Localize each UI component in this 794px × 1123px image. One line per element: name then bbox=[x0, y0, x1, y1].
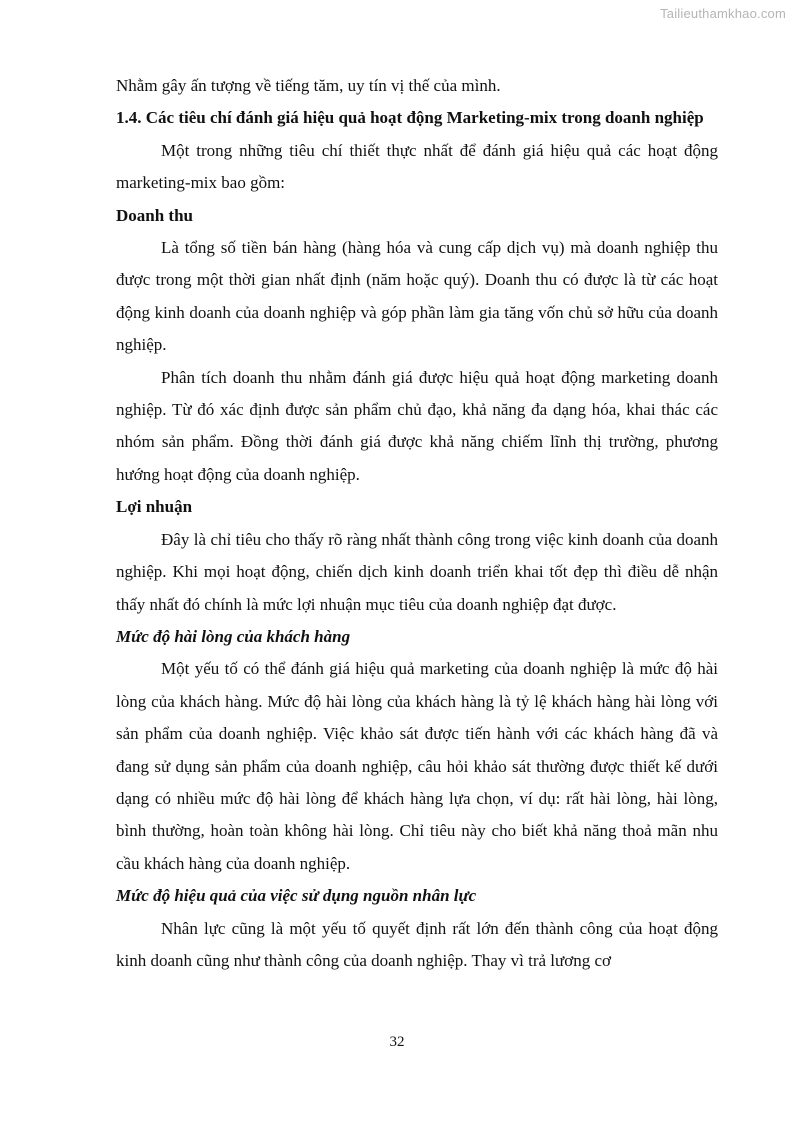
page-number: 32 bbox=[389, 1034, 405, 1050]
paragraph-doanh-thu-definition: Là tổng số tiền bán hàng (hàng hóa và cung cấp dịch vụ) mà doanh nghiệp thu được trong một thời gian nhất định (năm hoặc quý). Doanh thu có được là từ các hoạt động kinh doanh của doanh nghiệp và góp phần làm gia tăng vốn chủ sở hữu của doanh nghiệp. bbox=[116, 238, 718, 355]
paragraph-intro: Một trong những tiêu chí thiết thực nhất để đánh giá hiệu quả các hoạt động marketing-mix bao gồm: bbox=[116, 140, 718, 193]
subheading-loi-nhuan: Lợi nhuận bbox=[116, 497, 193, 517]
document-body bbox=[116, 70, 718, 977]
paragraph-human-resources: Nhân lực cũng là một yếu tố quyết định rất lớn đến thành công của hoạt động kinh doanh cũng như thành công của doanh nghiệp. Thay vì trả lương cơ bbox=[116, 918, 718, 970]
section-heading-1-4: 1.4. Các tiêu chí đánh giá hiệu quả hoạt động Marketing-mix trong doanh nghiệp bbox=[116, 108, 704, 128]
subheading-human-resources: Mức độ hiệu quả của việc sử dụng nguồn nhân lực bbox=[116, 886, 477, 906]
paragraph-continuation: Nhằm gây ấn tượng về tiếng tăm, uy tín vị thế của mình. bbox=[116, 76, 501, 95]
paragraph-doanh-thu-analysis: Phân tích doanh thu nhằm đánh giá được hiệu quả hoạt động marketing doanh nghiệp. Từ đó xác định được sản phẩm chủ đạo, khả năng đa dạng hóa, khai thác các nhóm sản phẩm. Đồng thời đánh giá được khả năng chiếm lĩnh thị trường, phương hướng hoạt động của doanh nghiệp. bbox=[116, 367, 718, 484]
paragraph-customer-satisfaction: Một yếu tố có thể đánh giá hiệu quả marketing của doanh nghiệp là mức độ hài lòng của khách hàng. Mức độ hài lòng của khách hàng là tỷ lệ khách hàng hài lòng với sản phẩm của doanh nghiệp. Việc khảo sát được tiến hành với các khách hàng đã và đang sử dụng sản phẩm của doanh nghiệp, câu hỏi khảo sát thường được thiết kế dưới dạng có nhiều mức độ hài lòng để khách hàng lựa chọn, ví dụ: rất hài lòng, hài lòng, bình thường, hoàn toàn không hài lòng. Chỉ tiêu này cho biết khả năng thoả mãn nhu cầu khách hàng của doanh nghiệp. bbox=[116, 659, 718, 873]
watermark-text: Tailieuthamkhao.com bbox=[660, 6, 786, 21]
paragraph-loi-nhuan: Đây là chỉ tiêu cho thấy rõ ràng nhất thành công trong việc kinh doanh của doanh nghiệp. Khi mọi hoạt động, chiến dịch kinh doanh triển khai tốt đẹp thì điều dễ nhận thấy nhất đó chính là mức lợi nhuận mục tiêu của doanh nghiệp đạt được. bbox=[116, 529, 718, 614]
subheading-customer-satisfaction: Mức độ hài lòng của khách hàng bbox=[116, 626, 351, 646]
subheading-doanh-thu: Doanh thu bbox=[116, 205, 194, 225]
